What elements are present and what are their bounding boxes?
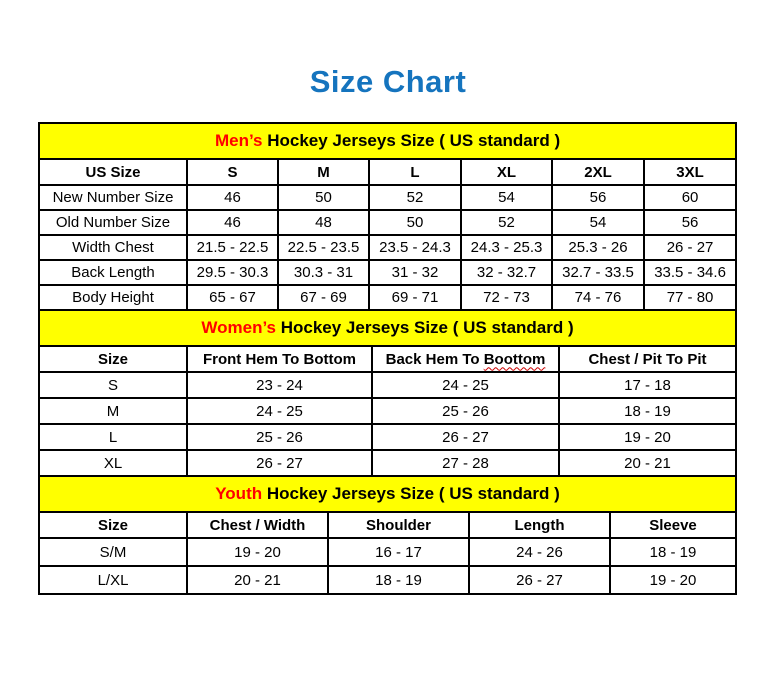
column-header: Shoulder (328, 512, 469, 538)
size-cell: 25 - 26 (372, 398, 559, 424)
row-label: XL (39, 450, 187, 476)
size-cell: 31 - 32 (369, 260, 461, 285)
size-cell: 56 (552, 185, 644, 210)
table-row (39, 398, 736, 424)
size-cell: 21.5 - 22.5 (187, 235, 278, 260)
size-cell: 23 - 24 (187, 372, 372, 398)
youth-banner-text: Hockey Jerseys Size ( US standard ) (262, 484, 560, 503)
size-cell: 22.5 - 23.5 (278, 235, 369, 260)
column-header: Front Hem To Bottom (187, 346, 372, 372)
size-cell: 27 - 28 (372, 450, 559, 476)
mens-banner-text: Hockey Jerseys Size ( US standard ) (262, 131, 561, 150)
table-row (39, 372, 736, 398)
row-label: L/XL (39, 566, 187, 594)
table-row (39, 285, 736, 310)
table-row (39, 424, 736, 450)
mens-banner-highlight: Men’s (214, 131, 263, 150)
size-cell: 16 - 17 (328, 538, 469, 566)
column-header-misspelled (372, 346, 559, 372)
table-row (39, 538, 736, 566)
size-cell: 25 - 26 (187, 424, 372, 450)
misspelled-word: Boottom (483, 350, 546, 368)
table-row (39, 210, 736, 235)
size-cell: 25.3 - 26 (552, 235, 644, 260)
column-header: Size (39, 346, 187, 372)
size-cell: 65 - 67 (187, 285, 278, 310)
size-cell: 52 (369, 185, 461, 210)
womens-header-row (39, 346, 736, 372)
youth-banner-highlight: Youth (215, 484, 263, 503)
column-header: Chest / Pit To Pit (559, 346, 736, 372)
size-cell: 69 - 71 (369, 285, 461, 310)
size-cell: 18 - 19 (559, 398, 736, 424)
table-row (39, 260, 736, 285)
size-cell: 50 (278, 185, 369, 210)
size-cell: 26 - 27 (187, 450, 372, 476)
size-cell: 46 (187, 210, 278, 235)
size-cell: 67 - 69 (278, 285, 369, 310)
size-cell: 19 - 20 (559, 424, 736, 450)
size-cell: 26 - 27 (469, 566, 610, 594)
size-cell: 77 - 80 (644, 285, 736, 310)
size-cell: 50 (369, 210, 461, 235)
column-header: S (187, 159, 278, 185)
column-header: Sleeve (610, 512, 736, 538)
table-row (39, 185, 736, 210)
size-cell: 26 - 27 (372, 424, 559, 450)
size-cell: 74 - 76 (552, 285, 644, 310)
womens-banner-text: Hockey Jerseys Size ( US standard ) (276, 318, 574, 337)
column-header: L (369, 159, 461, 185)
womens-banner (39, 310, 736, 346)
row-label: L (39, 424, 187, 450)
youth-banner (39, 476, 736, 512)
column-header: XL (461, 159, 552, 185)
column-header: Chest / Width (187, 512, 328, 538)
column-header-text: Back Hem To (385, 350, 484, 368)
size-cell: 52 (461, 210, 552, 235)
size-cell: 29.5 - 30.3 (187, 260, 278, 285)
size-cell: 20 - 21 (187, 566, 328, 594)
size-tables (38, 122, 735, 595)
size-cell: 23.5 - 24.3 (369, 235, 461, 260)
size-cell: 72 - 73 (461, 285, 552, 310)
size-cell: 19 - 20 (187, 538, 328, 566)
size-cell: 17 - 18 (559, 372, 736, 398)
row-label: S/M (39, 538, 187, 566)
page-title: Size Chart (309, 64, 467, 99)
womens-banner-highlight: Women’s (201, 318, 276, 337)
row-label: S (39, 372, 187, 398)
size-cell: 18 - 19 (610, 538, 736, 566)
column-header: 3XL (644, 159, 736, 185)
column-header: US Size (39, 159, 187, 185)
size-cell: 24 - 25 (372, 372, 559, 398)
row-label: Width Chest (39, 235, 187, 260)
row-label: Old Number Size (39, 210, 187, 235)
table-row (39, 450, 736, 476)
size-cell: 60 (644, 185, 736, 210)
mens-banner (39, 123, 736, 159)
mens-size-table (38, 122, 737, 311)
size-cell: 46 (187, 185, 278, 210)
row-label: Back Length (39, 260, 187, 285)
size-cell: 24.3 - 25.3 (461, 235, 552, 260)
column-header: M (278, 159, 369, 185)
size-cell: 54 (461, 185, 552, 210)
youth-header-row (39, 512, 736, 538)
mens-header-row (39, 159, 736, 185)
womens-banner-row (39, 310, 736, 346)
size-cell: 24 - 26 (469, 538, 610, 566)
column-header: 2XL (552, 159, 644, 185)
row-label: Body Height (39, 285, 187, 310)
row-label: New Number Size (39, 185, 187, 210)
size-cell: 19 - 20 (610, 566, 736, 594)
column-header: Length (469, 512, 610, 538)
size-cell: 32 - 32.7 (461, 260, 552, 285)
size-cell: 48 (278, 210, 369, 235)
size-cell: 54 (552, 210, 644, 235)
table-row (39, 566, 736, 594)
size-cell: 18 - 19 (328, 566, 469, 594)
size-cell: 33.5 - 34.6 (644, 260, 736, 285)
youth-size-table (38, 475, 737, 595)
row-label: M (39, 398, 187, 424)
size-cell: 24 - 25 (187, 398, 372, 424)
size-cell: 32.7 - 33.5 (552, 260, 644, 285)
mens-banner-row (39, 123, 736, 159)
size-cell: 56 (644, 210, 736, 235)
size-cell: 26 - 27 (644, 235, 736, 260)
column-header: Size (39, 512, 187, 538)
youth-banner-row (39, 476, 736, 512)
size-cell: 20 - 21 (559, 450, 736, 476)
table-row (39, 235, 736, 260)
size-cell: 30.3 - 31 (278, 260, 369, 285)
womens-size-table (38, 309, 737, 477)
